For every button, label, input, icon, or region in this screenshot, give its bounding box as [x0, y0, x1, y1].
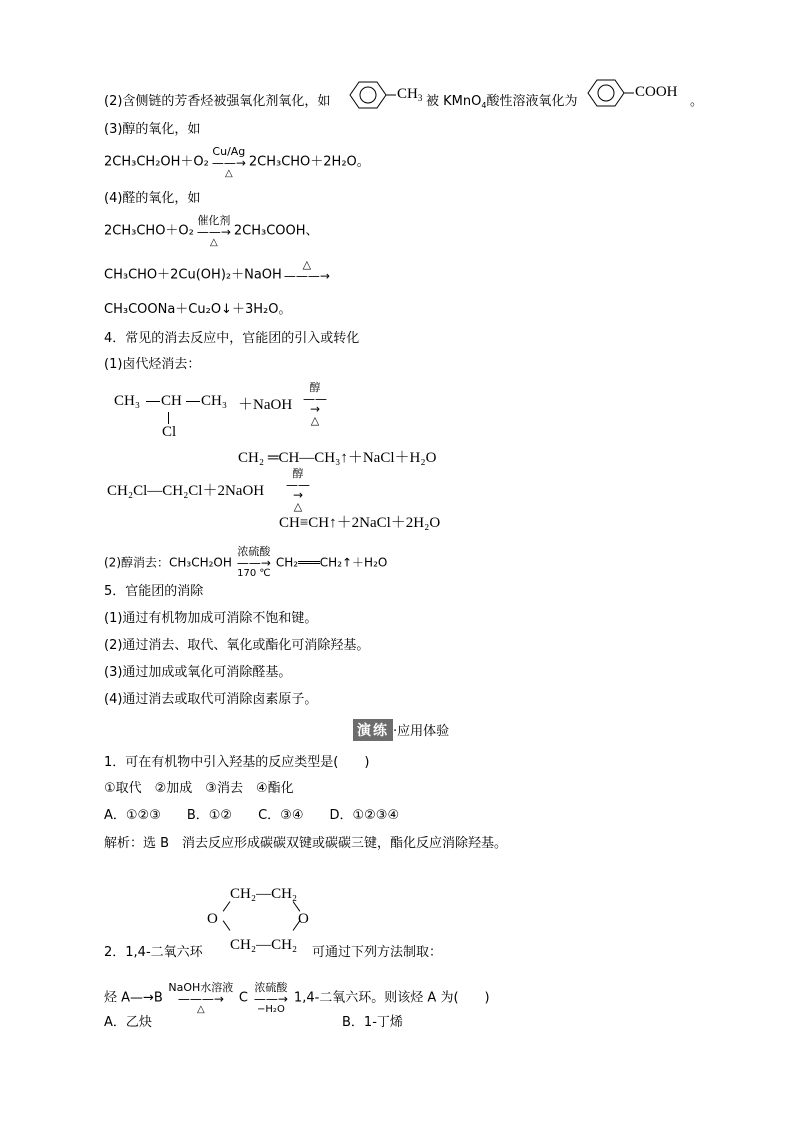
e2-arrow: 醇 ——→ △ — [286, 467, 310, 513]
e1-ch: CH — [161, 393, 182, 409]
section-4-heading: 4．常见的消去反应中，官能团的引入或转化 — [104, 331, 360, 346]
q2-stem-a: 2．1,4-二氧六环 — [104, 945, 203, 960]
ring-o-right: O — [298, 911, 309, 927]
section-5-item-2: (2)通过消去、取代、氧化或酯化可消除羟基。 — [104, 638, 370, 653]
section-4-1-title: (1)卤代烃消去： — [104, 357, 201, 372]
e1-cl: Cl — [162, 424, 177, 440]
e1-bond-vertical — [168, 412, 169, 424]
q1-analysis: 解析：选 B 消去反应形成碳碳双键或碳碳三键，酯化反应消除羟基。 — [104, 836, 508, 851]
s2-prefix: (2)含侧链的芳香烃被强氧化剂氧化，如 — [104, 94, 331, 109]
s2-end: 。 — [690, 94, 704, 109]
ring-bottom: CH₂—CH₂ — [230, 937, 298, 953]
e1-arrow: 醇 ——→ △ — [303, 381, 327, 427]
s3-equation: 2CH₃CH₂OH＋O₂ Cu/Ag ——→ △ 2CH₃CHO＋2H₂O。 — [104, 145, 370, 179]
section-5-item-3: (3)通过加成或氧化可消除醛基。 — [104, 665, 292, 680]
cooh-label: COOH — [635, 84, 678, 100]
ring-bond-bottom-left — [223, 920, 231, 930]
q1-options: A．①②③ B．①② C．③④ D．①②③④ — [104, 808, 400, 823]
benzoic-acid-structure — [582, 76, 642, 110]
ring-top: CH₂—CH₂ — [230, 886, 298, 902]
e1-bond-2 — [186, 401, 200, 402]
q2-route: 烃 A—→B NaOH水溶液 ———→ △ C 浓硫酸 ——→ −H₂O 1,4-二氧六环。则该烃 A 为( ) — [104, 981, 490, 1015]
section-5-item-1: (1)通过有机物加成可消除不饱和键。 — [104, 611, 318, 626]
q2-option-a: A．乙炔 — [104, 1015, 152, 1030]
practice-banner-text: ·应用体验 — [393, 724, 450, 739]
e1-products: CH₂ ═CH—CH₃↑＋NaCl＋H₂O — [238, 450, 437, 466]
e2-reactants: CH₂Cl—CH₂Cl＋2NaOH — [107, 483, 265, 499]
toluene-ch3: $CH_3$ — [397, 86, 423, 103]
q2-stem-b: 可通过下列方法制取： — [312, 945, 443, 960]
s2-line — [104, 94, 330, 110]
q1-stem: 1．可在有机物中引入羟基的反应类型是( ) — [104, 755, 370, 770]
ring-o-left: O — [207, 911, 218, 927]
ring-bond-top-left — [223, 901, 231, 911]
s4-equation-3: CH₃COONa＋Cu₂O↓＋3H₂O。 — [104, 302, 292, 317]
q1-types: ①取代 ②加成 ③消去 ④酯化 — [104, 781, 294, 796]
s3-title: (3)醇的氧化，如 — [104, 122, 201, 137]
s4-equation-2: CH₃CHO＋2Cu(OH)₂＋NaOH △ ———→ — [104, 258, 330, 283]
e1-ch3-right: CH₃ — [201, 393, 228, 409]
s4-equation-1: 2CH₃CHO＋O₂ 催化剂 ——→ △ 2CH₃COOH、 — [104, 214, 319, 248]
s2-middle: 被 KMnO$_4$酸性溶液氧化为 — [426, 94, 578, 110]
q2-option-b: B．1-丁烯 — [342, 1015, 403, 1030]
e1-naoh: ＋NaOH — [238, 397, 293, 413]
e1-ch3-left: CH₃ — [114, 393, 141, 409]
s4-title: (4)醛的氧化，如 — [104, 191, 201, 206]
e2-products: CH≡CH↑＋2NaCl＋2H₂O — [279, 515, 441, 531]
section-5-item-4: (4)通过消去或取代可消除卤素原子。 — [104, 692, 318, 707]
section-5-heading: 5．官能团的消除 — [104, 584, 204, 599]
e1-bond-1 — [146, 401, 160, 402]
practice-banner — [353, 719, 449, 741]
section-4-2-line: (2)醇消去：CH₃CH₂OH 浓硫酸 ——→ 170 ℃ CH₂═══CH₂↑＋H₂O — [104, 545, 388, 579]
practice-badge: 演练 — [353, 719, 393, 741]
